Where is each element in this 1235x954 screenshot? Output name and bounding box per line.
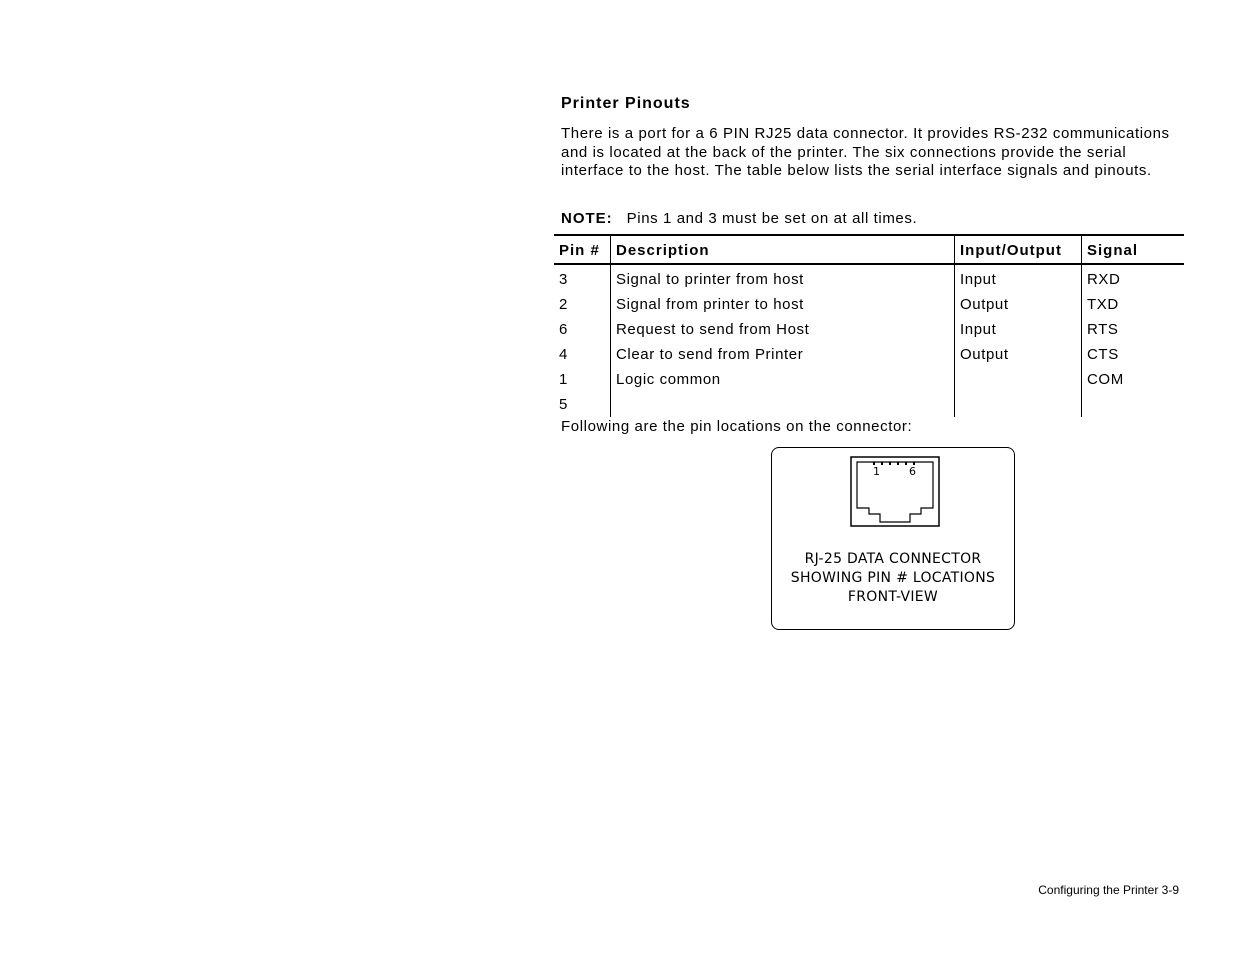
connector-figure	[771, 447, 1015, 630]
cell-io: Output	[955, 292, 1082, 317]
pinouts-table	[554, 234, 1184, 417]
following-text: Following are the pin locations on the connector:	[561, 418, 913, 435]
header-signal: Signal	[1082, 235, 1185, 264]
cell-io: Input	[955, 264, 1082, 292]
cell-signal: TXD	[1082, 292, 1185, 317]
cell-io	[955, 392, 1082, 417]
cell-io: Output	[955, 342, 1082, 367]
table-header-row	[554, 235, 1184, 264]
cell-signal: CTS	[1082, 342, 1185, 367]
cell-signal: COM	[1082, 367, 1185, 392]
header-input-output: Input/Output	[955, 235, 1082, 264]
section-title: Printer Pinouts	[561, 95, 691, 112]
header-description: Description	[611, 235, 955, 264]
cell-pin: 1	[559, 371, 568, 388]
table-row	[554, 367, 1184, 392]
cell-description: Clear to send from Printer	[611, 342, 955, 367]
note-label: NOTE:	[561, 210, 613, 227]
table-row	[554, 292, 1184, 317]
caption-line: RJ-25 DATA CONNECTOR	[804, 551, 982, 567]
cell-signal: RTS	[1082, 317, 1185, 342]
cell-description: Signal from printer to host	[611, 292, 955, 317]
cell-description: Logic common	[611, 367, 955, 392]
cell-pin: 6	[559, 321, 568, 338]
cell-pin: 4	[559, 346, 568, 363]
cell-description	[611, 392, 955, 417]
cell-pin: 2	[559, 296, 568, 313]
pin-label-last: 6	[909, 465, 916, 478]
note	[561, 210, 917, 227]
cell-signal: RXD	[1082, 264, 1185, 292]
table-row	[554, 342, 1184, 367]
header-pin: Pin #	[559, 242, 600, 259]
rj25-connector-icon	[850, 456, 940, 528]
cell-io: Input	[955, 317, 1082, 342]
caption-line: FRONT-VIEW	[847, 589, 939, 605]
cell-pin: 5	[559, 396, 568, 413]
figure-caption	[772, 550, 1014, 607]
caption-line: SHOWING PIN # LOCATIONS	[790, 570, 996, 586]
pin-label-first: 1	[873, 465, 880, 478]
page-footer: Configuring the Printer 3-9	[1038, 883, 1179, 897]
cell-description: Signal to printer from host	[611, 264, 955, 292]
cell-io	[955, 367, 1082, 392]
note-text: Pins 1 and 3 must be set on at all times.	[626, 210, 918, 227]
table-row	[554, 392, 1184, 417]
cell-pin: 3	[559, 271, 568, 288]
table-row	[554, 264, 1184, 292]
cell-description: Request to send from Host	[611, 317, 955, 342]
table-row	[554, 317, 1184, 342]
cell-signal	[1082, 392, 1185, 417]
intro-paragraph: There is a port for a 6 PIN RJ25 data connector. It provides RS-232 communications and is located at the back of the printer. The six connections provide the serial interface to the host. The table below lists the serial interface signals and pinouts.	[561, 125, 1170, 179]
